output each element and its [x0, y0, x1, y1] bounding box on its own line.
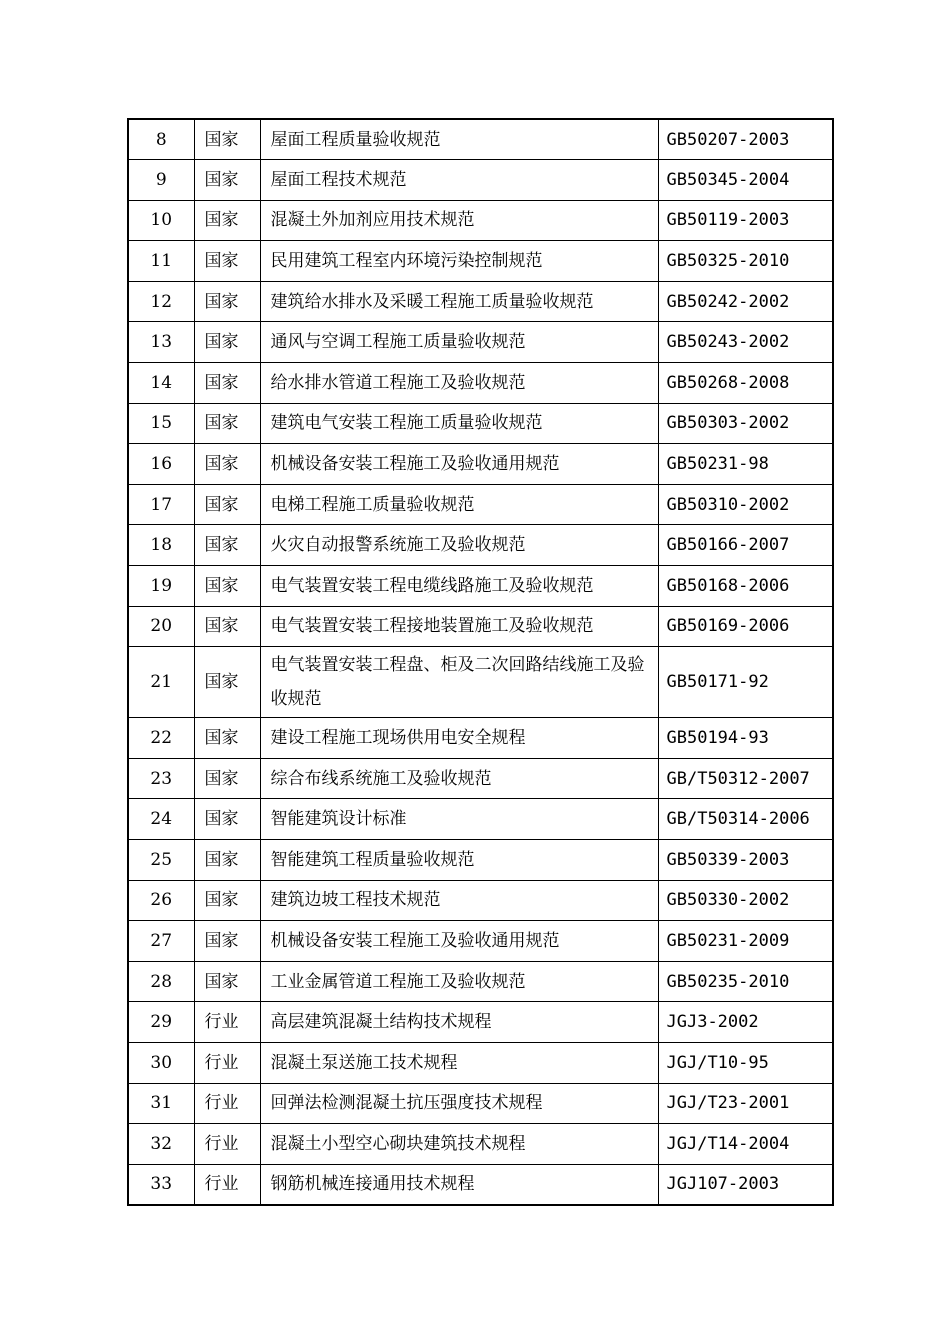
standard-level: 国家: [194, 363, 260, 404]
standard-name: 智能建筑设计标准: [260, 799, 658, 840]
row-number: 25: [128, 840, 194, 881]
row-number: 15: [128, 403, 194, 444]
standard-code: GB50169-2006: [658, 606, 833, 647]
table-row: [128, 566, 833, 607]
row-number: 11: [128, 241, 194, 282]
standard-name: 混凝土小型空心砌块建筑技术规程: [260, 1124, 658, 1165]
table-row: [128, 647, 833, 718]
standard-name: 智能建筑工程质量验收规范: [260, 840, 658, 881]
standard-name: 屋面工程质量验收规范: [260, 119, 658, 160]
table-row: [128, 799, 833, 840]
row-number: 20: [128, 606, 194, 647]
row-number: 14: [128, 363, 194, 404]
table-row: [128, 403, 833, 444]
standard-code: GB/T50312-2007: [658, 758, 833, 799]
standard-code: GB50325-2010: [658, 241, 833, 282]
standard-code: GB50171-92: [658, 647, 833, 718]
standard-name: 给水排水管道工程施工及验收规范: [260, 363, 658, 404]
table-row: [128, 160, 833, 201]
table-row: [128, 1124, 833, 1165]
standard-level: 国家: [194, 160, 260, 201]
standard-code: GB50330-2002: [658, 880, 833, 921]
standard-code: GB50168-2006: [658, 566, 833, 607]
standard-name: 综合布线系统施工及验收规范: [260, 758, 658, 799]
row-number: 30: [128, 1042, 194, 1083]
table-row: [128, 718, 833, 759]
standard-name: 建设工程施工现场供用电安全规程: [260, 718, 658, 759]
standard-name: 电气装置安装工程接地装置施工及验收规范: [260, 606, 658, 647]
standard-code: GB50268-2008: [658, 363, 833, 404]
standard-level: 国家: [194, 119, 260, 160]
row-number: 19: [128, 566, 194, 607]
standard-code: GB50166-2007: [658, 525, 833, 566]
row-number: 31: [128, 1083, 194, 1124]
row-number: 16: [128, 444, 194, 485]
table-row: [128, 322, 833, 363]
standard-code: GB50310-2002: [658, 484, 833, 525]
standard-level: 国家: [194, 281, 260, 322]
table-row: [128, 200, 833, 241]
row-number: 17: [128, 484, 194, 525]
table-row: [128, 840, 833, 881]
standard-level: 行业: [194, 1164, 260, 1205]
standard-name: 民用建筑工程室内环境污染控制规范: [260, 241, 658, 282]
table-row: [128, 241, 833, 282]
standard-code: GB50207-2003: [658, 119, 833, 160]
standard-code: JGJ107-2003: [658, 1164, 833, 1205]
standard-level: 国家: [194, 241, 260, 282]
standard-code: JGJ/T14-2004: [658, 1124, 833, 1165]
standard-code: JGJ/T10-95: [658, 1042, 833, 1083]
standard-code: GB50194-93: [658, 718, 833, 759]
standard-name: 电气装置安装工程盘、柜及二次回路结线施工及验收规范: [260, 647, 658, 718]
standard-level: 国家: [194, 322, 260, 363]
standard-code: GB50119-2003: [658, 200, 833, 241]
standard-name: 建筑边坡工程技术规范: [260, 880, 658, 921]
standard-code: GB50242-2002: [658, 281, 833, 322]
standard-name: 火灾自动报警系统施工及验收规范: [260, 525, 658, 566]
standard-level: 行业: [194, 1002, 260, 1043]
standards-table-body: [128, 119, 833, 1205]
row-number: 10: [128, 200, 194, 241]
standard-code: GB50231-2009: [658, 921, 833, 962]
standard-level: 国家: [194, 758, 260, 799]
standard-name: 建筑电气安装工程施工质量验收规范: [260, 403, 658, 444]
standard-code: GB/T50314-2006: [658, 799, 833, 840]
table-row: [128, 921, 833, 962]
standard-level: 国家: [194, 566, 260, 607]
standard-name: 混凝土泵送施工技术规程: [260, 1042, 658, 1083]
standard-level: 国家: [194, 961, 260, 1002]
standard-code: GB50243-2002: [658, 322, 833, 363]
standards-table: [127, 118, 834, 1206]
standard-name: 电气装置安装工程电缆线路施工及验收规范: [260, 566, 658, 607]
row-number: 9: [128, 160, 194, 201]
table-row: [128, 363, 833, 404]
table-row: [128, 1083, 833, 1124]
row-number: 27: [128, 921, 194, 962]
table-row: [128, 1002, 833, 1043]
standard-name: 高层建筑混凝土结构技术规程: [260, 1002, 658, 1043]
standard-level: 国家: [194, 403, 260, 444]
standard-level: 行业: [194, 1124, 260, 1165]
standard-code: GB50231-98: [658, 444, 833, 485]
table-row: [128, 758, 833, 799]
row-number: 29: [128, 1002, 194, 1043]
standard-name: 钢筋机械连接通用技术规程: [260, 1164, 658, 1205]
standard-name: 电梯工程施工质量验收规范: [260, 484, 658, 525]
row-number: 23: [128, 758, 194, 799]
standard-name: 屋面工程技术规范: [260, 160, 658, 201]
standard-name: 机械设备安装工程施工及验收通用规范: [260, 921, 658, 962]
standard-name: 通风与空调工程施工质量验收规范: [260, 322, 658, 363]
table-row: [128, 1042, 833, 1083]
table-row: [128, 444, 833, 485]
row-number: 22: [128, 718, 194, 759]
standard-name: 机械设备安装工程施工及验收通用规范: [260, 444, 658, 485]
table-row: [128, 119, 833, 160]
standard-code: GB50345-2004: [658, 160, 833, 201]
standard-level: 国家: [194, 606, 260, 647]
standard-code: GB50235-2010: [658, 961, 833, 1002]
table-row: [128, 606, 833, 647]
row-number: 26: [128, 880, 194, 921]
table-row: [128, 1164, 833, 1205]
row-number: 33: [128, 1164, 194, 1205]
row-number: 18: [128, 525, 194, 566]
standard-level: 国家: [194, 200, 260, 241]
standard-level: 国家: [194, 840, 260, 881]
row-number: 13: [128, 322, 194, 363]
standard-name: 建筑给水排水及采暖工程施工质量验收规范: [260, 281, 658, 322]
table-row: [128, 961, 833, 1002]
row-number: 8: [128, 119, 194, 160]
table-row: [128, 281, 833, 322]
standard-level: 国家: [194, 444, 260, 485]
standard-level: 国家: [194, 484, 260, 525]
standard-level: 国家: [194, 921, 260, 962]
standard-level: 行业: [194, 1042, 260, 1083]
row-number: 32: [128, 1124, 194, 1165]
standard-name: 回弹法检测混凝土抗压强度技术规程: [260, 1083, 658, 1124]
standard-code: GB50339-2003: [658, 840, 833, 881]
standard-name: 工业金属管道工程施工及验收规范: [260, 961, 658, 1002]
standard-level: 国家: [194, 647, 260, 718]
row-number: 21: [128, 647, 194, 718]
standard-level: 国家: [194, 525, 260, 566]
row-number: 28: [128, 961, 194, 1002]
standard-name: 混凝土外加剂应用技术规范: [260, 200, 658, 241]
standard-level: 国家: [194, 799, 260, 840]
table-row: [128, 880, 833, 921]
table-row: [128, 484, 833, 525]
standard-level: 行业: [194, 1083, 260, 1124]
standard-code: JGJ/T23-2001: [658, 1083, 833, 1124]
standard-level: 国家: [194, 880, 260, 921]
standard-level: 国家: [194, 718, 260, 759]
standard-code: JGJ3-2002: [658, 1002, 833, 1043]
row-number: 12: [128, 281, 194, 322]
standard-code: GB50303-2002: [658, 403, 833, 444]
row-number: 24: [128, 799, 194, 840]
table-row: [128, 525, 833, 566]
